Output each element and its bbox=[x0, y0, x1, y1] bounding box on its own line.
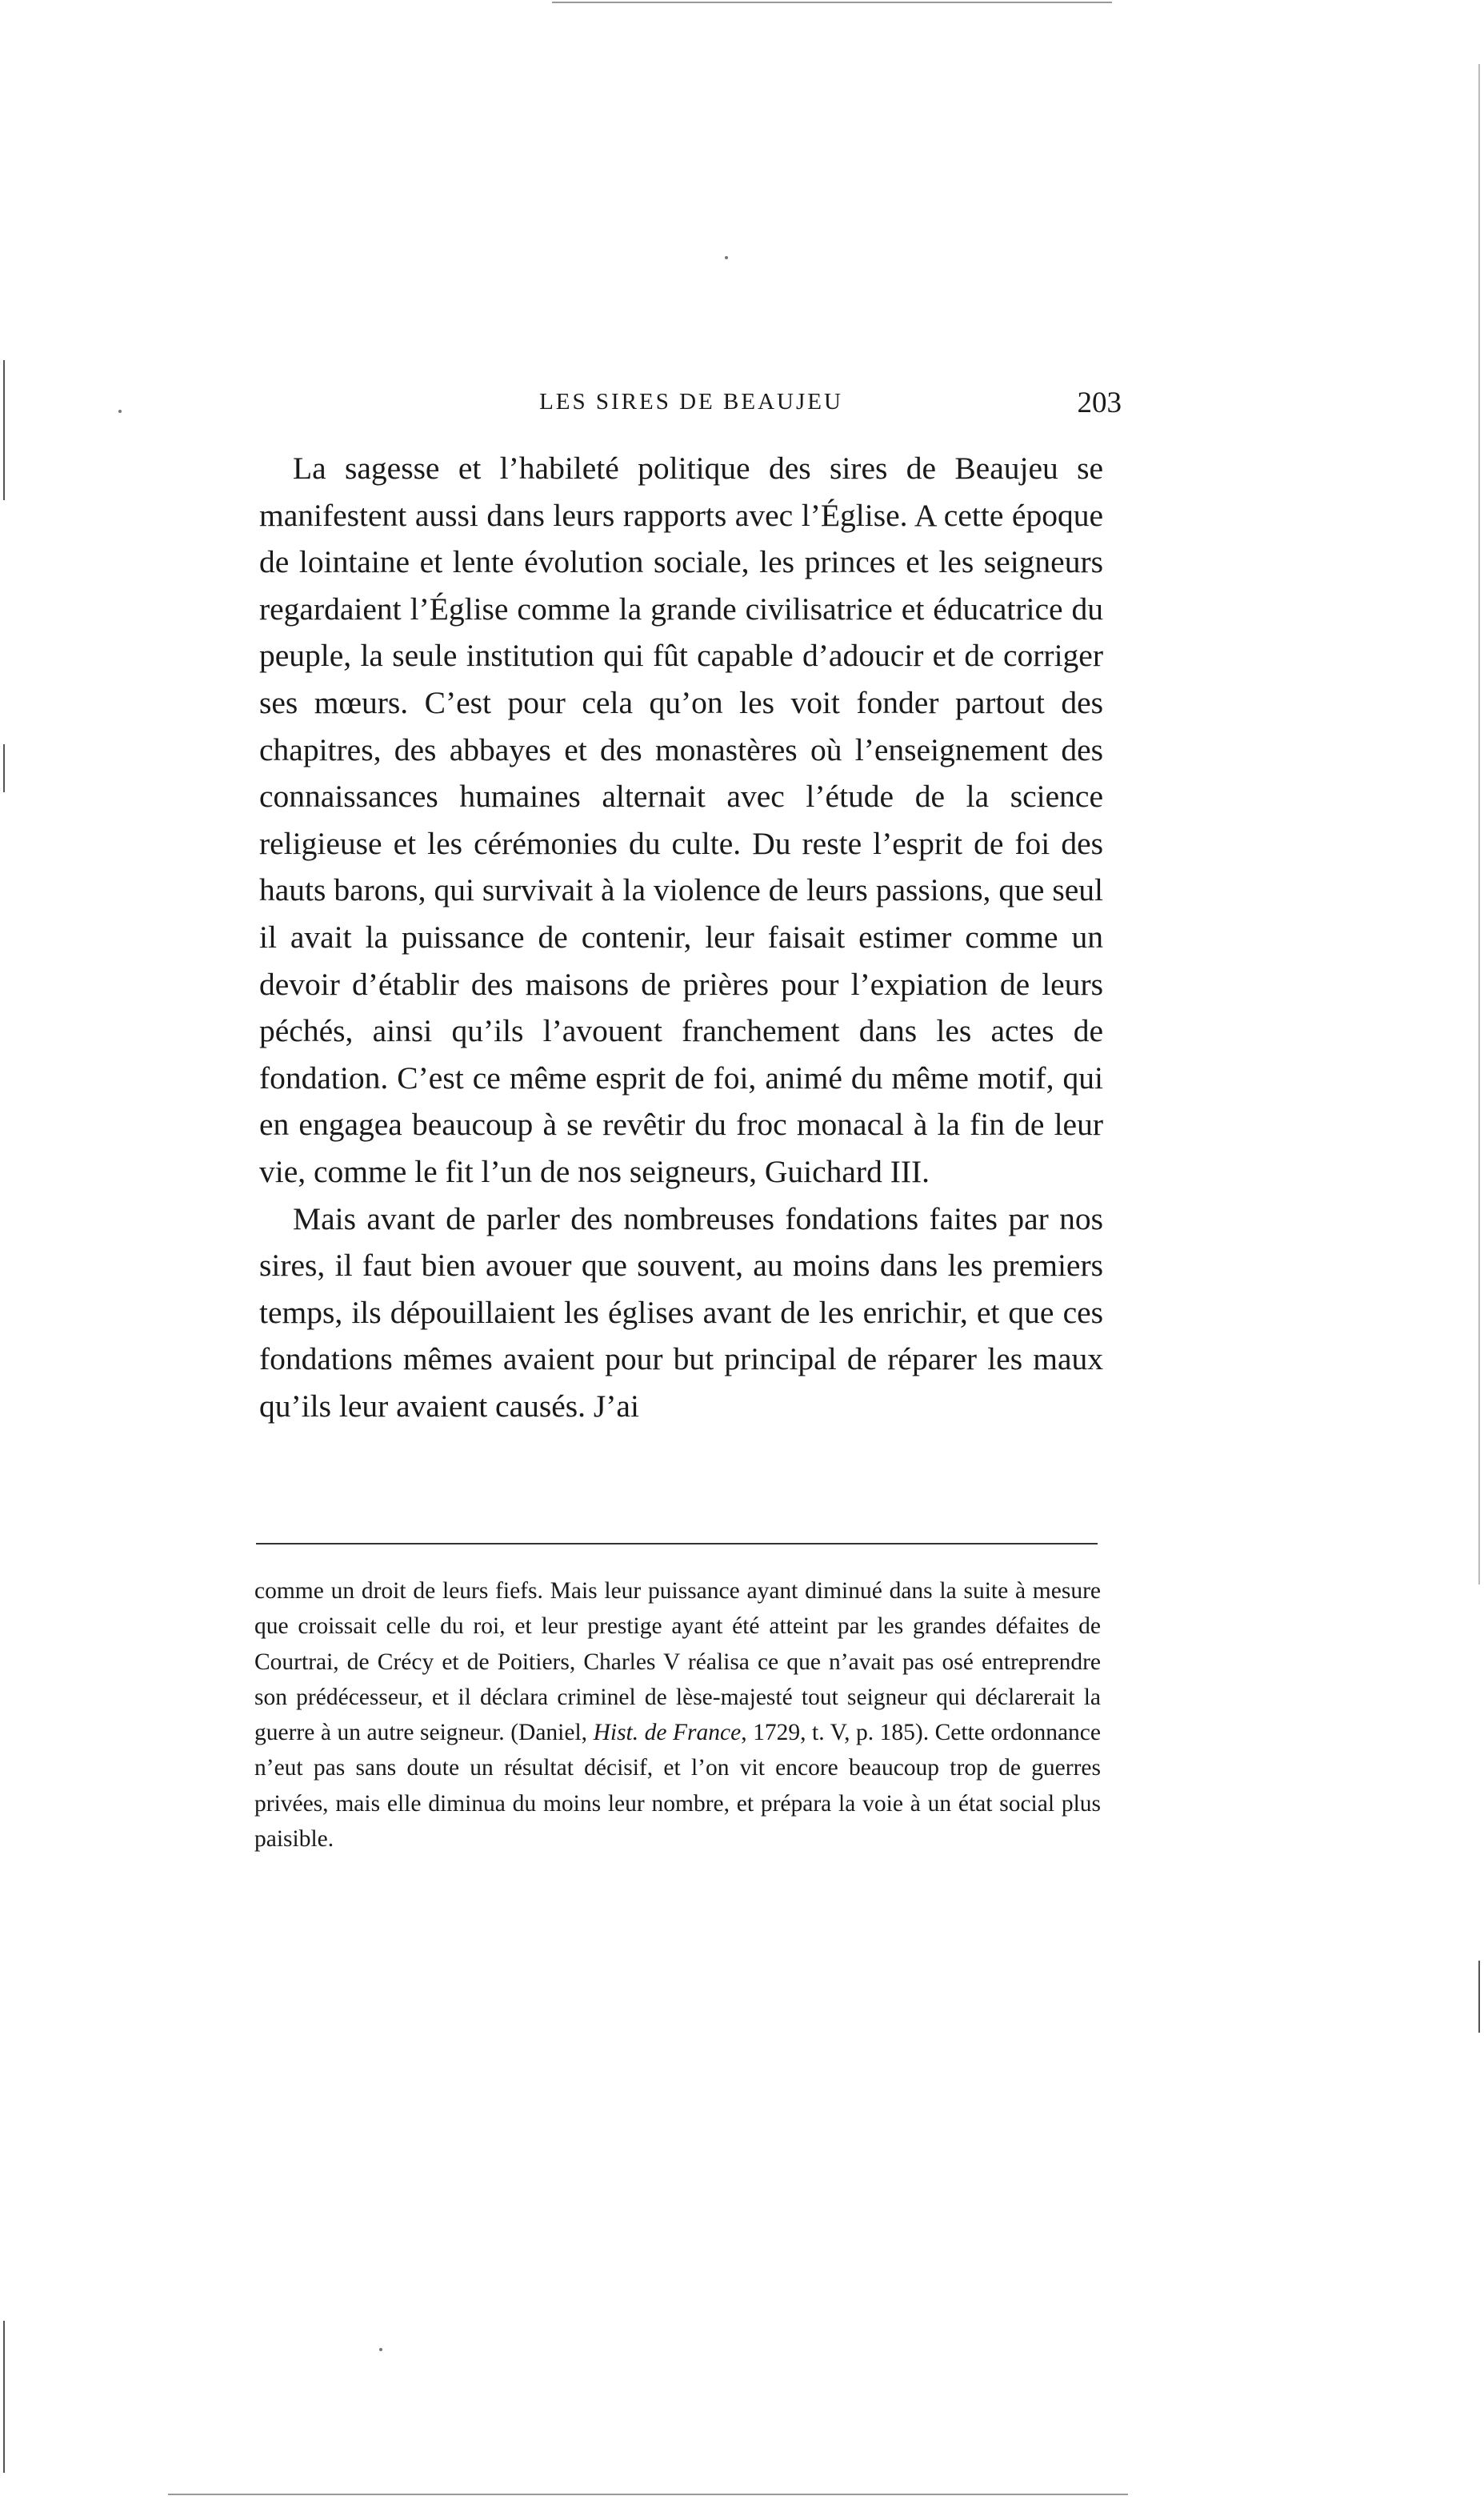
page-number: 203 bbox=[1077, 387, 1122, 419]
scan-speck bbox=[379, 2348, 382, 2351]
footnote-separator bbox=[256, 1543, 1098, 1544]
scan-edge-mark-right-top bbox=[1478, 64, 1480, 1585]
scan-speck bbox=[118, 410, 122, 413]
scan-edge-mark-left-mid bbox=[3, 744, 5, 792]
scan-edge-mark-bottom bbox=[168, 2494, 1128, 2495]
footnote-text: comme un droit de leurs fiefs. Mais leur puissance ayant diminué dans la suite à mesure que croissait celle du roi, et leur prestige ayant été atteint par les grandes défaites de Courtrai, de Crécy et de Poitiers, Charles V réalisa ce que n’avait pas osé entreprendre son prédécesseur, et il déclara criminel de lèse-majesté tout seigneur qui déclarerait la guerre à un autre seigneur. (Daniel, bbox=[254, 1578, 1101, 1746]
scan-edge-mark-left-top bbox=[3, 360, 5, 500]
scan-edge-mark-right-bottom bbox=[1478, 1961, 1480, 2033]
main-text bbox=[259, 445, 1103, 1429]
footnote-text: , 1729, t. V, p. 185). Cette ordonnance n’eut pas sans doute un résultat décisif, et l’on vit encore beaucoup trop de guerres privées, mais elle diminua du moins leur nombre, et prépara la voie à un état social plus paisible. bbox=[254, 1720, 1101, 1853]
paragraph: La sagesse et l’habileté politique des sires de Beaujeu se manifestent aussi dans leurs rapports avec l’Église. A cette époque de lointaine et lente évolution sociale, les princes et les seigneurs regardaient l’Église comme la grande civilisatrice et éducatrice du peuple, la seule institution qui fût capable d’adoucir et de corriger ses mœurs. C’est pour cela qu’on les voit fonder partout des chapitres, des abbayes et des monastères où l’enseignement des connaissances humaines alternait avec l’étude de la science religieuse et les cérémonies du culte. Du reste l’esprit de foi des hauts barons, qui survivait à la violence de leurs passions, que seul il avait la puissance de contenir, leur faisait estimer comme un devoir d’établir des maisons de prières pour l’expiation de leurs péchés, ainsi qu’ils l’avouent franchement dans les actes de fondation. C’est ce même esprit de foi, animé du même motif, qui en engagea beaucoup à se revêtir du froc monacal à la fin de leur vie, comme le fit l’un de nos seigneurs, Guichard III. bbox=[259, 451, 1103, 1189]
citation-title: Hist. de France bbox=[593, 1720, 742, 1746]
running-header bbox=[261, 386, 1122, 434]
scan-edge-mark-top bbox=[552, 2, 1112, 3]
paragraph: Mais avant de parler des nombreuses fondations faites par nos sires, il faut bien avouer que souvent, au moins dans les premiers temps, ils dépouillaient les églises avant de les enrichir, et que ces fondations mêmes avaient pour but principal de réparer les maux qu’ils leur avaient causés. J’ai bbox=[259, 1200, 1103, 1424]
running-title: LES SIRES DE BEAUJEU bbox=[539, 389, 843, 415]
scan-speck bbox=[725, 256, 728, 259]
footnote bbox=[254, 1573, 1101, 1857]
scan-edge-mark-left-bottom bbox=[3, 2321, 5, 2473]
